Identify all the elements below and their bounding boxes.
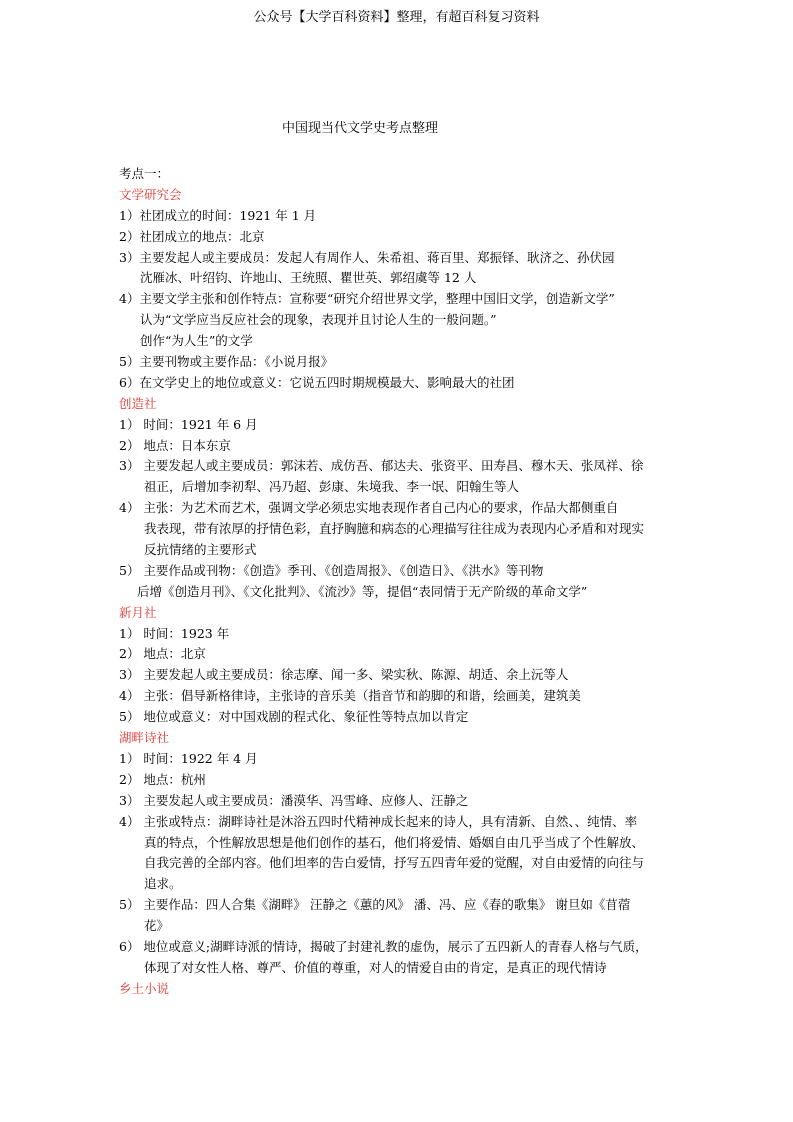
body-line: 5）主要刊物或主要作品：《小说月报》 bbox=[119, 354, 334, 370]
body-line: 4） 主张或特点：湖畔诗社是沐浴五四时代精神成长起来的诗人，具有清新、自然、、纯情、率 bbox=[119, 813, 638, 829]
body-line: 4） 主张：为艺术而艺术，强调文学必须忠实地表现作者自己内心的要求，作品大都侧重自 bbox=[119, 500, 619, 516]
body-line: 4）主要文学主张和创作特点：宣称要“研究介绍世界文学，整理中国旧文学，创造新文学” bbox=[119, 291, 615, 307]
page-header: 公众号【大学百科资料】整理，有超百科复习资料 bbox=[253, 10, 540, 25]
body-line-continued: 追求。 bbox=[144, 876, 182, 892]
body-line-continued: 自我完善的全部内容。他们坦率的告白爱情，抒写五四青年爱的觉醒，对自由爱情的向往与 bbox=[144, 855, 645, 871]
body-line: 2） 地点：日本东京 bbox=[119, 437, 231, 453]
document-title: 中国现当代文学史考点整理 bbox=[281, 121, 438, 136]
body-line: 5） 主要作品：四人合集《湖畔》 汪静之《蕙的风》 潘、冯、应《春的歌集》 谢旦如《苜蓿 bbox=[119, 897, 631, 913]
body-line-continued: 创作“为人生”的文学 bbox=[140, 333, 253, 349]
body-line-continued: 认为“文学应当反应社会的现象，表现并且讨论人生的一般问题。” bbox=[140, 312, 497, 328]
section-label: 考点一： bbox=[119, 166, 170, 181]
body-line: 1） 时间：1921 年 6 月 bbox=[119, 416, 258, 432]
body-line-continued: 花》 bbox=[144, 918, 170, 934]
section-heading-xiangtuxiaoshuo: 乡土小说 bbox=[119, 980, 170, 996]
body-line: 3） 主要发起人或主要成员：潘漠华、冯雪峰、应修人、汪静之 bbox=[119, 792, 469, 808]
body-line-continued: 真的特点，个性解放思想是他们创作的基石，他们将爱情、婚姻自由几乎当成了个性解放、 bbox=[144, 834, 645, 850]
body-line: 3） 主要发起人或主要成员：郭沫若、成仿吾、郁达夫、张资平、田寿昌、穆木天、张凤祥、徐 bbox=[119, 458, 644, 474]
body-line-continued: 体现了对女性人格、尊严、价值的尊重，对人的情爱自由的肯定，是真正的现代情诗 bbox=[144, 959, 607, 975]
body-line: 3） 主要发起人或主要成员：徐志摩、闻一多、梁实秋、陈源、胡适、余上沅等人 bbox=[119, 667, 569, 683]
body-line-continued: 我表现，带有浓厚的抒情色彩，直抒胸臆和病态的心理描写往往成为表现内心矛盾和对现实 bbox=[144, 521, 645, 537]
body-line: 2）社团成立的地点：北京 bbox=[119, 228, 265, 244]
body-line-continued: 反抗情绪的主要形式 bbox=[144, 542, 257, 558]
section-heading-xinyueshe: 新月社 bbox=[119, 604, 157, 620]
body-line-continued: 祖正，后增加李初犁、冯乃超、彭康、朱境我、李一氓、阳翰生等人 bbox=[144, 479, 520, 495]
body-line-continued: 沈雁冰、叶绍钧、许地山、王统照、瞿世英、郭绍虞等 12 人 bbox=[140, 270, 477, 286]
section-heading-chuangzaoshe: 创造社 bbox=[119, 395, 157, 411]
body-line: 3）主要发起人或主要成员：发起人有周作人、朱希祖、蒋百里、郑振铎、耿济之、孙伏园 bbox=[119, 249, 615, 265]
body-line: 6） 地位或意义;湖畔诗派的情诗，揭破了封建礼教的虚伪，展示了五四新人的青春人格与气质， bbox=[119, 938, 648, 954]
body-line: 1） 时间：1922 年 4 月 bbox=[119, 750, 258, 766]
body-line: 1）社团成立的时间：1921 年 1 月 bbox=[119, 207, 317, 223]
body-line: 5） 主要作品或刊物：《创造》季刊、《创造周报》、《创造日》、《洪水》等刊物 bbox=[119, 562, 544, 578]
body-line: 1） 时间：1923 年 bbox=[119, 625, 230, 641]
section-heading-hupanshishe: 湖畔诗社 bbox=[119, 730, 170, 746]
body-line-continued: 后增《创造月刊》、《文化批判》、《流沙》等，提倡“表同情于无产阶级的革命文学” bbox=[137, 583, 588, 599]
section-heading-wenxueyanjiuhui: 文学研究会 bbox=[119, 186, 182, 202]
body-line: 6）在文学史上的地位或意义：它说五四时期规模最大、影响最大的社团 bbox=[119, 374, 515, 390]
body-line: 2） 地点：杭州 bbox=[119, 771, 206, 787]
body-line: 4） 主张：倡导新格律诗，主张诗的音乐美（指音节和韵脚的和谐，绘画美，建筑美 bbox=[119, 688, 581, 704]
body-line: 2） 地点：北京 bbox=[119, 646, 206, 662]
body-line: 5） 地位或意义：对中国戏剧的程式化、象征性等特点加以肯定 bbox=[119, 709, 469, 725]
document-body bbox=[119, 164, 689, 1000]
